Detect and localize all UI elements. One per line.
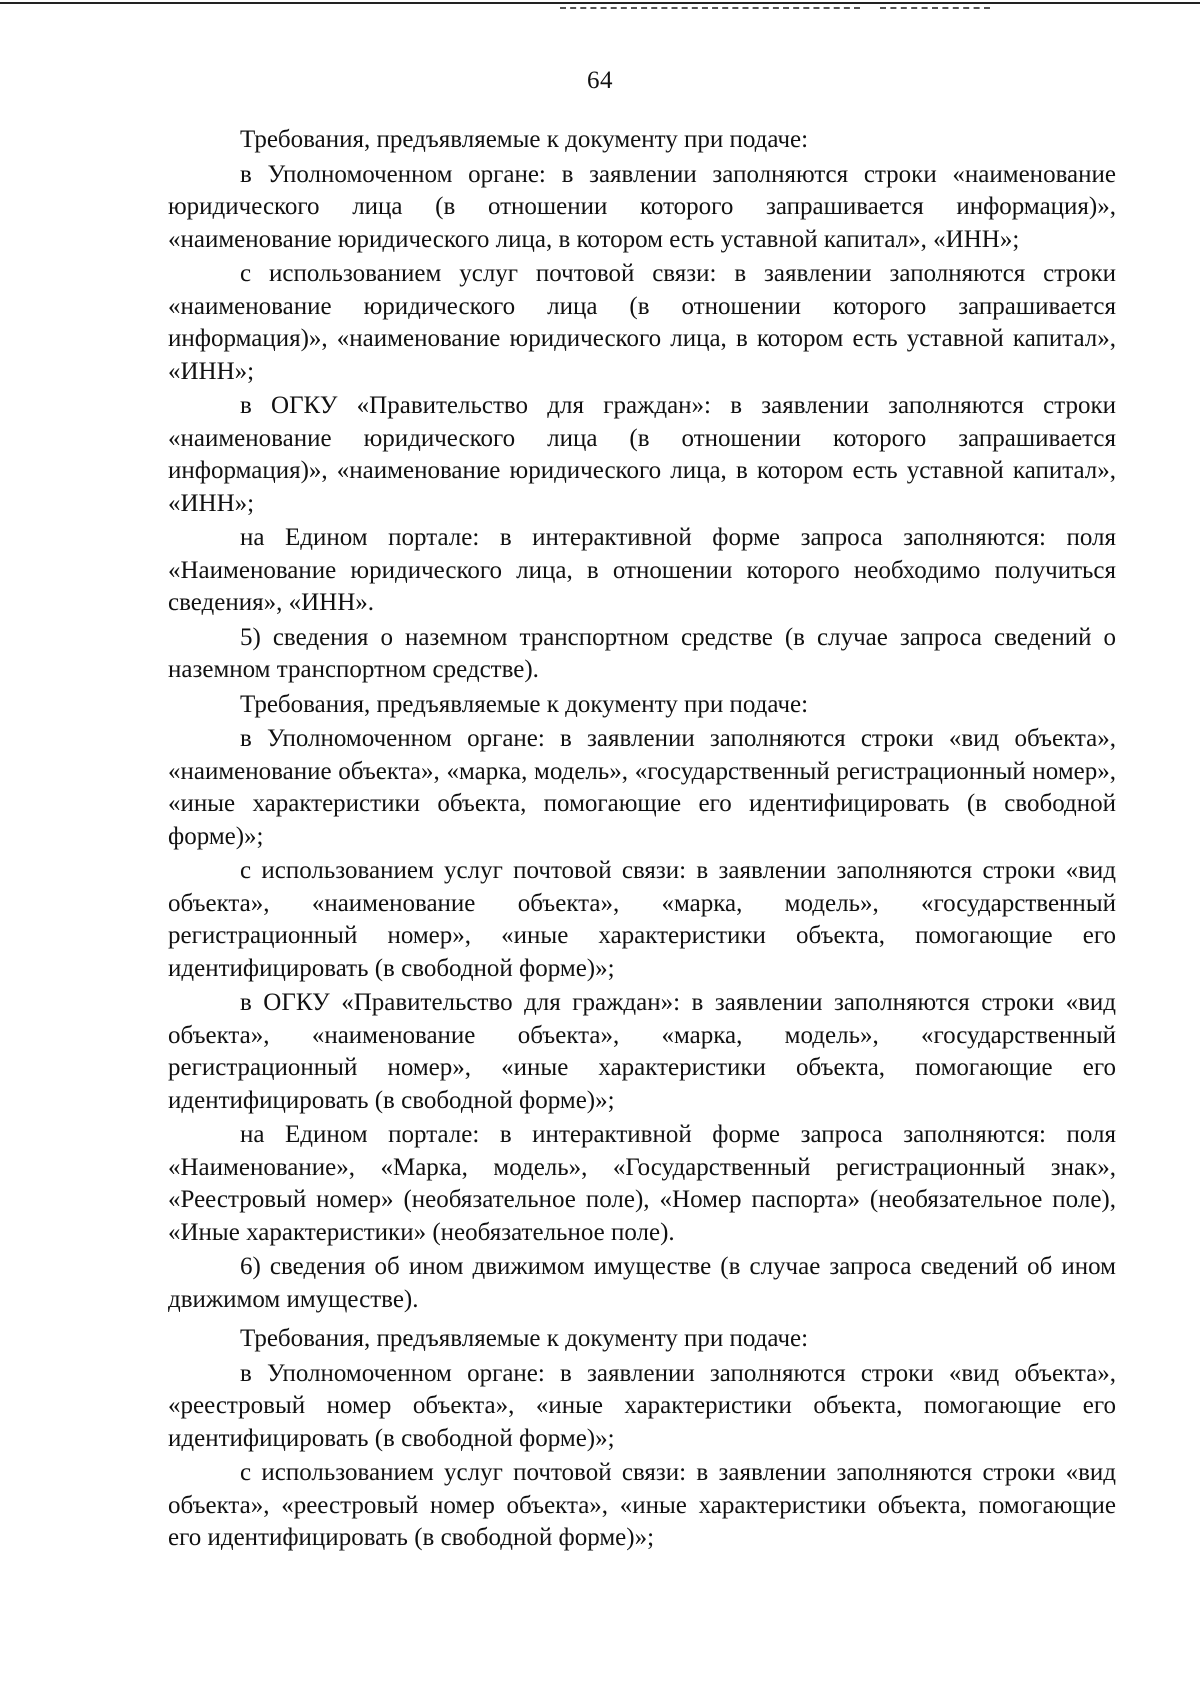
paragraph-item-5: 5) сведения о наземном транспортном средстве (в случае запроса сведений о наземном транспортном средстве). (168, 623, 1116, 683)
paragraph-authorized-body-3: в Уполномоченном органе: в заявлении заполняются строки «вид объекта», «реестровый номер объекта», «иные характеристики объекта, помогающие его идентифицировать (в свободной форме)»; (168, 1359, 1116, 1452)
paragraph-authorized-body-1: в Уполномоченном органе: в заявлении заполняются строки «наименование юридического лица (в отношении которого запрашивается информация)», «наименование юридического лица, в котором есть уставной капитал», «ИНН»; (168, 160, 1116, 253)
top-border-line (0, 2, 1200, 4)
paragraph-portal-2: на Едином портале: в интерактивной форме запроса заполняются: поля «Наименование», «Марка, модель», «Государственный регистрационный знак», «Реестровый номер» (необязательное поле), «Номер паспорта» (необязательное поле), «Иные характеристики» (необязательное поле). (168, 1121, 1116, 1246)
paragraph-ogku-1: в ОГКУ «Правительство для граждан»: в заявлении заполняются строки «наименование юридического лица (в отношении которого запрашивается информация)», «наименование юридического лица, в котором есть уставной капитал», «ИНН»; (168, 392, 1116, 517)
top-border-dashes-right (880, 7, 990, 9)
paragraph-requirements-heading-3: Требования, предъявляемые к документу при подаче: (240, 1325, 809, 1352)
paragraph-requirements-heading-1: Требования, предъявляемые к документу при подаче: (240, 126, 809, 153)
top-border-dashes (560, 7, 860, 9)
document-body (168, 124, 1116, 1555)
paragraph-item-6: 6) сведения об ином движимом имуществе (в случае запроса сведений об ином движимом имуществе). (168, 1253, 1116, 1313)
paragraph-authorized-body-2: в Уполномоченном органе: в заявлении заполняются строки «вид объекта», «наименование объекта», «марка, модель», «государственный регистрационный номер», «иные характеристики объекта, помогающие его идентифицировать (в свободной форме)»; (168, 725, 1116, 850)
paragraph-portal-1: на Едином портале: в интерактивной форме запроса заполняются: поля «Наименование юридического лица, в отношении которого необходимо получиться сведения», «ИНН». (168, 524, 1116, 616)
paragraph-requirements-heading-2: Требования, предъявляемые к документу при подаче: (240, 690, 809, 718)
paragraph-postal-3: с использованием услуг почтовой связи: в заявлении заполняются строки «вид объекта», «реестровый номер объекта», «иные характеристики объекта, помогающие его идентифицировать (в свободной форме)»; (168, 1459, 1116, 1551)
paragraph-postal-2: с использованием услуг почтовой связи: в заявлении заполняются строки «вид объекта», «наименование объекта», «марка, модель», «государственный регистрационный номер», «иные характеристики объекта, помогающие его идентифицировать (в свободной форме)»; (168, 857, 1116, 982)
paragraph-ogku-2: в ОГКУ «Правительство для граждан»: в заявлении заполняются строки «вид объекта», «наименование объекта», «марка, модель», «государственный регистрационный номер», «иные характеристики объекта, помогающие его идентифицировать (в свободной форме)»; (168, 989, 1116, 1114)
page-number: 64 (587, 67, 613, 94)
paragraph-postal-1: с использованием услуг почтовой связи: в заявлении заполняются строки «наименование юридического лица (в отношении которого запрашивается информация)», «наименование юридического лица, в котором есть уставной капитал», «ИНН»; (168, 260, 1116, 385)
